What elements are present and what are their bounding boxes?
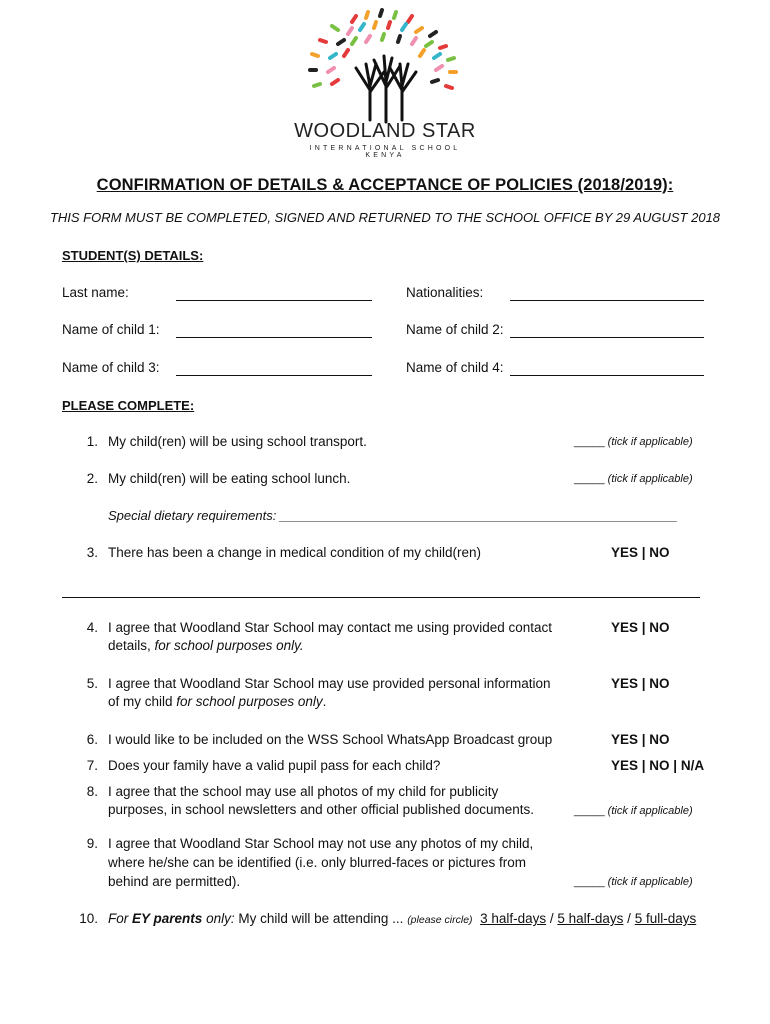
item-number: 2. xyxy=(86,471,98,486)
please-circle-hint: (please circle) xyxy=(407,914,473,926)
item-no-photos-line3: behind are permitted). xyxy=(108,874,241,889)
item-number: 5. xyxy=(86,676,98,691)
last-name-field[interactable] xyxy=(176,300,372,301)
item-number: 6. xyxy=(86,732,98,747)
item-medical-text: There has been a change in medical condition of my child(ren) xyxy=(108,545,481,560)
no-photos-tick-field[interactable] xyxy=(574,876,693,888)
nationalities-label: Nationalities: xyxy=(406,285,484,300)
option-separator: / xyxy=(546,911,558,926)
item-number: 1. xyxy=(86,434,98,449)
item-number: 9. xyxy=(86,836,98,851)
tree-logo-icon xyxy=(290,8,480,128)
tick-hint: (tick if applicable) xyxy=(607,876,693,888)
ey-only: only: xyxy=(202,911,235,926)
item-number: 10. xyxy=(79,911,98,926)
option-5-half-days[interactable]: 5 half-days xyxy=(557,911,624,926)
ey-parents-label: EY parents xyxy=(132,911,203,926)
medical-yes-no[interactable]: YES | NO xyxy=(611,545,670,560)
tick-blank: _____ xyxy=(574,436,605,448)
last-name-label: Last name: xyxy=(62,285,129,300)
option-separator: / xyxy=(623,911,635,926)
item-no-photos-text: I agree that Woodland Star School may not use any photos of my child, xyxy=(108,836,534,851)
item-contact-text-line2a: details, xyxy=(108,638,155,653)
please-complete-heading: PLEASE COMPLETE: xyxy=(62,398,195,413)
option-3-half-days[interactable]: 3 half-days xyxy=(480,911,547,926)
item-ey-attendance xyxy=(108,911,696,926)
nationalities-field[interactable] xyxy=(510,300,704,301)
item-whatsapp-text: I would like to be included on the WSS School WhatsApp Broadcast group xyxy=(108,732,553,747)
item-personal-info-period: . xyxy=(322,694,327,709)
tick-blank: _____ xyxy=(574,473,605,485)
dietary-requirements-field[interactable]: Special dietary requirements: _______________________________________________________ xyxy=(108,508,678,523)
logo-name: WOODLAND STAR xyxy=(294,120,476,142)
form-subtitle: THIS FORM MUST BE COMPLETED, SIGNED AND RETURNED TO THE SCHOOL OFFICE BY 29 AUGUST 2018 xyxy=(49,210,721,225)
student-details-heading: STUDENT(S) DETAILS: xyxy=(62,248,204,263)
child4-label: Name of child 4: xyxy=(406,360,504,375)
tick-hint: (tick if applicable) xyxy=(607,473,693,485)
contact-yes-no[interactable]: YES | NO xyxy=(611,620,670,635)
item-personal-info-line2a: of my child xyxy=(108,694,177,709)
child4-field[interactable] xyxy=(510,375,704,376)
child1-field[interactable] xyxy=(176,337,372,338)
personal-info-yes-no[interactable]: YES | NO xyxy=(611,676,670,691)
child2-label: Name of child 2: xyxy=(406,322,504,337)
item-number: 7. xyxy=(86,758,98,773)
child3-label: Name of child 3: xyxy=(62,360,160,375)
item-pupil-pass-text: Does your family have a valid pupil pass for each child? xyxy=(108,758,441,773)
item-personal-info-line2 xyxy=(108,694,326,709)
lunch-tick-field[interactable] xyxy=(574,473,693,485)
child1-label: Name of child 1: xyxy=(62,322,160,337)
item-contact-italic: for school purposes only. xyxy=(154,638,304,653)
child2-field[interactable] xyxy=(510,337,704,338)
item-photos-publicity-line2: purposes, in school newsletters and other official published documents. xyxy=(108,802,535,817)
whatsapp-yes-no[interactable]: YES | NO xyxy=(611,732,670,747)
ey-text: My child will be attending ... xyxy=(234,911,408,926)
medical-details-field[interactable] xyxy=(62,597,700,598)
tick-blank: _____ xyxy=(574,876,605,888)
tick-hint: (tick if applicable) xyxy=(607,436,693,448)
item-personal-info-italic: for school purposes only xyxy=(176,694,323,709)
item-lunch-text: My child(ren) will be eating school lunch. xyxy=(108,471,351,486)
item-no-photos-line2: where he/she can be identified (i.e. only blurred-faces or pictures from xyxy=(108,855,526,870)
form-title: CONFIRMATION OF DETAILS & ACCEPTANCE OF POLICIES (2018/2019): xyxy=(96,176,674,194)
item-number: 3. xyxy=(86,545,98,560)
pupil-pass-yes-no-na[interactable]: YES | NO | N/A xyxy=(611,758,705,773)
item-number: 8. xyxy=(86,784,98,799)
logo-tagline: INTERNATIONAL SCHOOL KENYA xyxy=(309,145,461,159)
option-5-full-days[interactable]: 5 full-days xyxy=(634,911,697,926)
transport-tick-field[interactable] xyxy=(574,436,693,448)
item-number: 4. xyxy=(86,620,98,635)
tick-blank: _____ xyxy=(574,805,605,817)
tick-hint: (tick if applicable) xyxy=(607,805,693,817)
child3-field[interactable] xyxy=(176,375,372,376)
item-transport-text: My child(ren) will be using school transport. xyxy=(108,434,367,449)
item-photos-publicity-text: I agree that the school may use all photos of my child for publicity xyxy=(108,784,499,799)
item-contact-text-line2 xyxy=(108,638,304,653)
school-logo xyxy=(290,8,480,158)
item-contact-text: I agree that Woodland Star School may contact me using provided contact xyxy=(108,620,553,635)
photos-publicity-tick-field[interactable] xyxy=(574,805,693,817)
ey-pre: For xyxy=(108,911,133,926)
item-personal-info-text: I agree that Woodland Star School may use provided personal information xyxy=(108,676,551,691)
